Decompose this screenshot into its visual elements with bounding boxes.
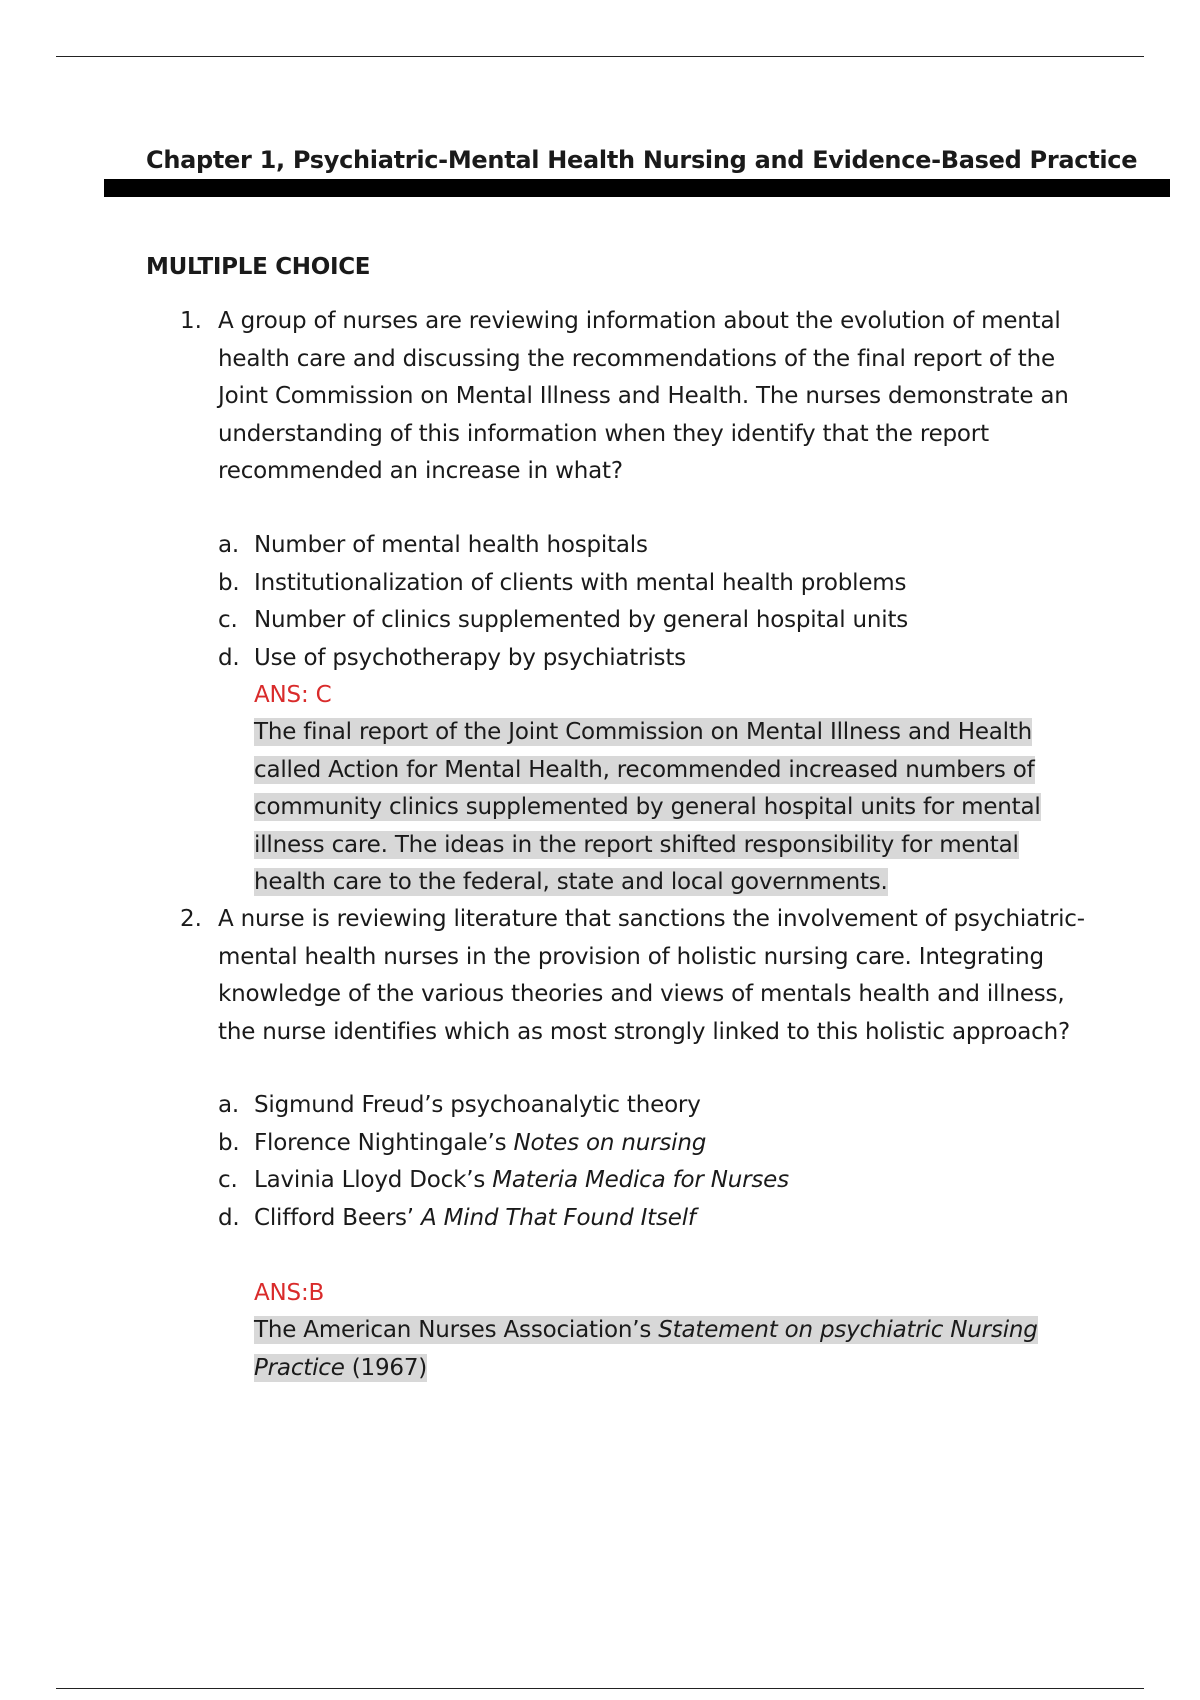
choice-letter: d. (218, 1204, 240, 1231)
stem-line: A nurse is reviewing literature that sanctions the involvement of psychiatric- (218, 906, 1085, 932)
rationale-line: health care to the federal, state and local governments. (254, 869, 888, 895)
question-2-rationale (254, 1312, 1134, 1387)
stem-line: the nurse identifies which as most strongly linked to this holistic approach? (218, 1018, 1070, 1045)
choice-letter: c. (218, 1167, 238, 1193)
title-underline-bar (104, 179, 1170, 197)
bottom-rule (56, 1688, 1144, 1689)
rationale-line: The final report of the Joint Commission on Mental Illness and Health (254, 719, 1033, 745)
choice-letter: c. (218, 607, 238, 633)
choice-a (218, 527, 1118, 565)
stem-line: recommended an increase in what? (218, 458, 623, 484)
stem-line: mental health nurses in the provision of holistic nursing care. Integrating (218, 943, 1044, 970)
book-title: Notes on nursing (513, 1129, 707, 1156)
stem-line: understanding of this information when they identify that the report (218, 420, 989, 447)
choice-text-plain: Lavinia Lloyd Dock’s (254, 1167, 493, 1193)
question-1-answer: ANS: C (254, 682, 332, 708)
top-rule (56, 56, 1144, 57)
choice-letter: b. (218, 1129, 240, 1156)
rationale-line: called Action for Mental Health, recommended increased numbers of (254, 756, 1035, 783)
choice-letter: a. (218, 1092, 240, 1118)
choice-text: Use of psychotherapy by psychiatrists (254, 644, 686, 671)
choice-text: Institutionalization of clients with mental health problems (254, 569, 907, 596)
question-1-number: 1. (180, 308, 202, 334)
book-title: Materia Medica for Nurses (492, 1167, 789, 1193)
stem-line: Joint Commission on Mental Illness and Health. The nurses demonstrate an (218, 383, 1069, 409)
question-2-number: 2. (180, 906, 202, 932)
question-2-answer: ANS:B (254, 1280, 325, 1306)
choice-d (218, 640, 1118, 678)
choice-c (218, 602, 1118, 640)
choice-letter: d. (218, 644, 240, 671)
question-1-choices (218, 527, 1118, 677)
book-title: A Mind That Found Itself (421, 1204, 696, 1231)
section-heading: MULTIPLE CHOICE (146, 254, 371, 280)
choice-letter: b. (218, 569, 240, 596)
rationale-line: illness care. The ideas in the report shifted responsibility for mental (254, 831, 1019, 858)
chapter-title: Chapter 1, Psychiatric-Mental Health Nursing and Evidence-Based Practice (146, 146, 1138, 174)
choice-text: Number of clinics supplemented by general hospital units (254, 607, 909, 633)
question-2-stem (218, 901, 1118, 1051)
choice-c (218, 1162, 1118, 1200)
choice-text-plain: Florence Nightingale’s (254, 1129, 514, 1156)
choice-text: Number of mental health hospitals (254, 532, 648, 558)
choice-b (218, 565, 1118, 603)
rationale-italic: Statement on psychiatric Nursing (658, 1317, 1038, 1343)
question-1-rationale (254, 714, 1134, 902)
question-1-stem (218, 303, 1118, 491)
stem-line: knowledge of the various theories and views of mentals health and illness, (218, 981, 1065, 1007)
stem-line: health care and discussing the recommendations of the final report of the (218, 345, 1055, 372)
choice-b (218, 1125, 1118, 1163)
choice-text (254, 1162, 789, 1200)
choice-text (254, 1125, 706, 1163)
rationale-plain: (1967) (344, 1354, 428, 1381)
rationale-line (254, 1354, 427, 1382)
choice-a (218, 1087, 1118, 1125)
stem-line: A group of nurses are reviewing information about the evolution of mental (218, 308, 1061, 334)
rationale-line: community clinics supplemented by general hospital units for mental (254, 794, 1041, 820)
question-2-choices (218, 1087, 1118, 1237)
rationale-line (254, 1316, 1038, 1344)
choice-text (254, 1200, 696, 1238)
choice-text: Sigmund Freud’s psychoanalytic theory (254, 1092, 701, 1118)
choice-d (218, 1200, 1118, 1238)
choice-letter: a. (218, 532, 240, 558)
choice-text-plain: Clifford Beers’ (254, 1204, 422, 1231)
rationale-italic: Practice (254, 1354, 345, 1381)
rationale-plain: The American Nurses Association’s (254, 1317, 659, 1343)
